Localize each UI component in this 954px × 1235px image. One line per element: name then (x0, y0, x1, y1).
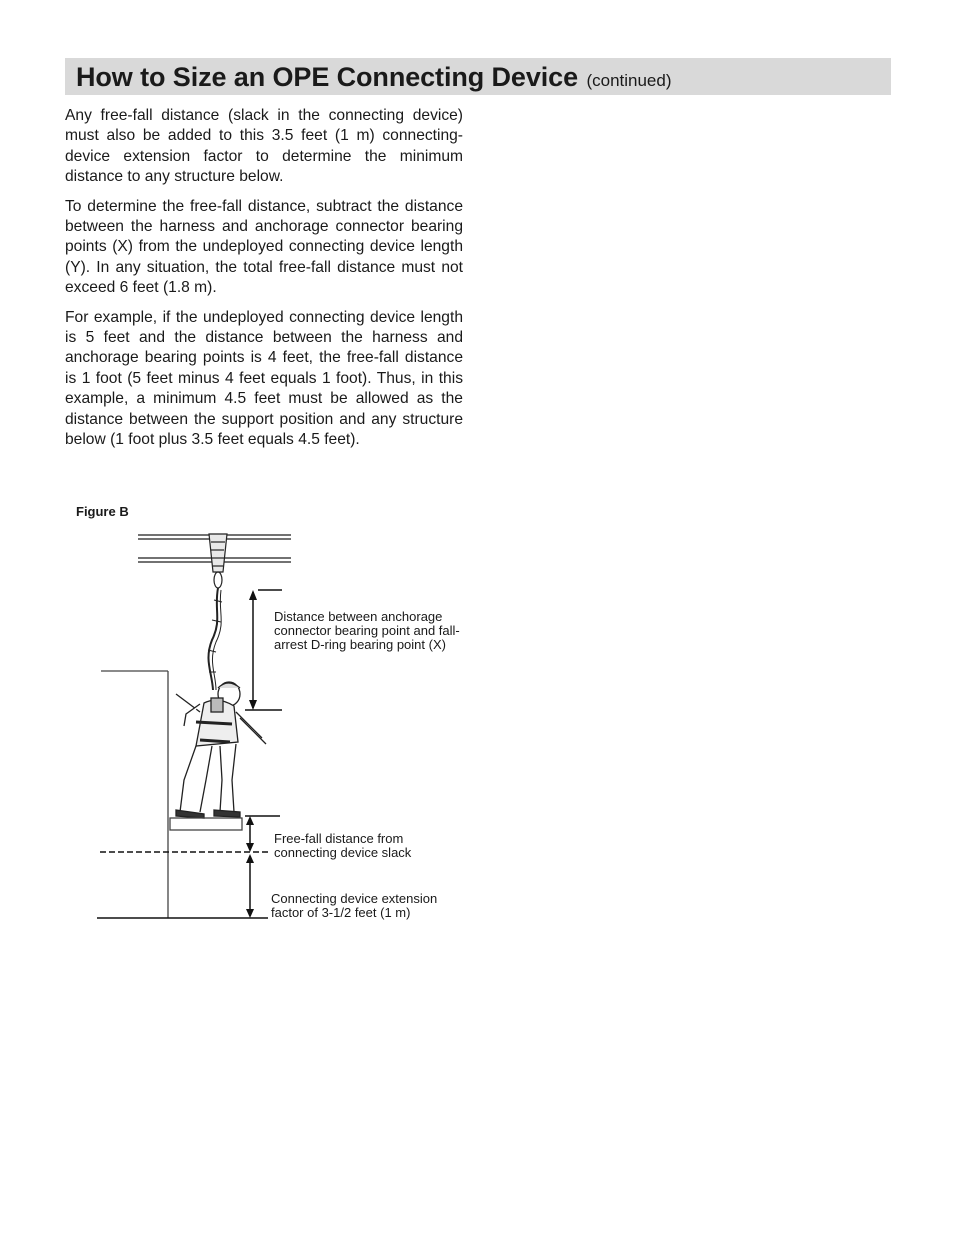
free-fall-callout: Free-fall distance from connecting device slack (274, 831, 412, 860)
page-subtitle: (continued) (586, 71, 672, 90)
body-text (65, 106, 463, 460)
anchorage-strap (209, 534, 227, 588)
page-title: How to Size an OPE Connecting Device (76, 62, 578, 92)
fall-clearance-diagram (90, 528, 380, 928)
figure-label: Figure B (76, 504, 129, 519)
lanyard (208, 588, 222, 690)
paragraph-free-fall-intro: Any free-fall distance (slack in the connecting device) must also be added to this 3.5 feet (1 m) connecting-device extension factor to determine the minimum distance to any structure below. (65, 107, 463, 186)
dimension-lines (97, 590, 282, 918)
paragraph-determine-free-fall: To determine the free-fall distance, subtract the distance between the harness and anchorage connector bearing points (X) from the undeployed connecting device length (Y). In any situation, the total free-fall distance must not exceed 6 feet (1.8 m). (65, 197, 463, 297)
anchorage-distance-callout: Distance between anchorage connector bearing point and fall-arrest D-ring bearing point (X) (274, 609, 460, 652)
extension-factor-callout: Connecting device extension factor of 3-1/2 feet (1 m) (271, 891, 438, 920)
paragraph-example: For example, if the undeployed connecting device length is 5 feet and the distance between the harness and anchorage bearing points is 4 feet, the free-fall distance is 1 foot (5 feet minus 4 feet equals 1 foot). Thus, in this example, a minimum 4.5 feet must be allowed as the distance between the support position and any structure below (1 foot plus 3.5 feet equals 4.5 feet). (65, 308, 463, 449)
section-header (65, 58, 891, 95)
